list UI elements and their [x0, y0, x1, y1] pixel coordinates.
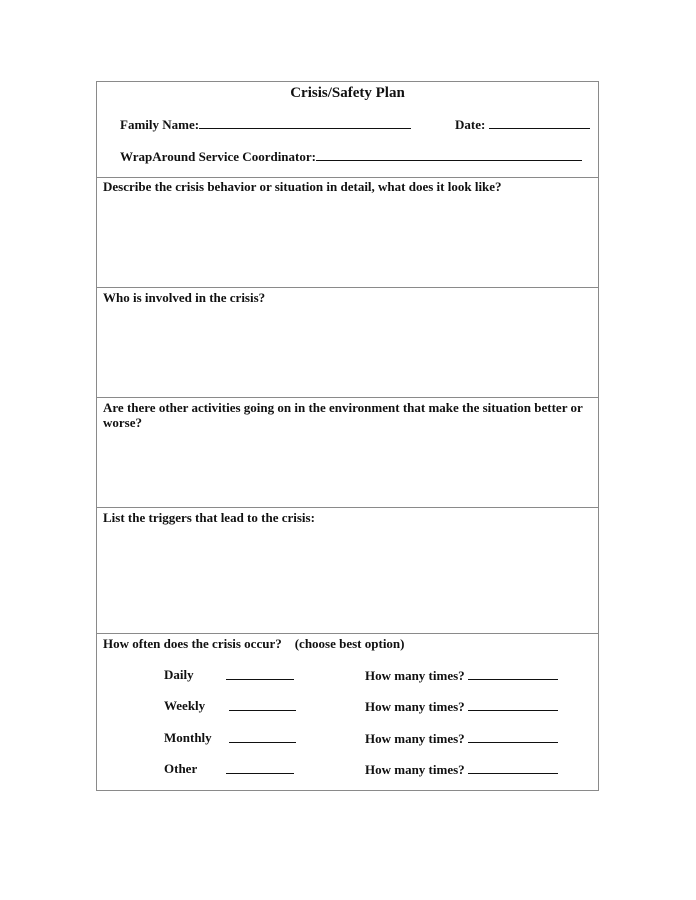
frequency-option-label: Other	[164, 761, 198, 776]
section-frequency	[97, 634, 598, 790]
frequency-option-other	[164, 761, 197, 777]
question-frequency: How often does the crisis occur?	[103, 636, 282, 651]
question-environment: Are there other activities going on in the environment that make the situation better or worse?	[103, 400, 583, 430]
how-many-label: How many times?	[365, 668, 465, 683]
how-many-other	[365, 761, 558, 778]
how-many-other-field[interactable]	[468, 761, 558, 774]
section-who-involved[interactable]	[97, 288, 598, 398]
family-name-label: Family Name:	[120, 117, 200, 132]
frequency-option-daily	[164, 667, 194, 683]
frequency-option-weekly	[164, 698, 205, 714]
frequency-option-monthly	[164, 730, 212, 746]
question-who-involved: Who is involved in the crisis?	[103, 290, 266, 305]
section-triggers[interactable]	[97, 508, 598, 634]
how-many-label: How many times?	[365, 731, 465, 746]
frequency-option-label: Monthly	[164, 730, 212, 745]
section-environment[interactable]	[97, 398, 598, 508]
date-field[interactable]	[489, 116, 590, 129]
how-many-daily	[365, 667, 558, 684]
crisis-safety-plan-form	[96, 81, 599, 791]
frequency-daily-field[interactable]	[226, 667, 294, 680]
how-many-label: How many times?	[365, 762, 465, 777]
form-title: Crisis/Safety Plan	[290, 85, 405, 101]
family-name-line	[120, 116, 411, 133]
question-triggers: List the triggers that lead to the crisis:	[103, 510, 315, 525]
coordinator-field[interactable]	[316, 148, 582, 161]
frequency-hint: (choose best option)	[294, 636, 405, 651]
how-many-weekly-field[interactable]	[468, 698, 558, 711]
frequency-other-field[interactable]	[226, 761, 294, 774]
how-many-monthly	[365, 730, 558, 747]
date-line	[455, 116, 590, 133]
coordinator-label: WrapAround Service Coordinator:	[120, 149, 316, 164]
how-many-monthly-field[interactable]	[468, 730, 558, 743]
how-many-weekly	[365, 698, 558, 715]
how-many-label: How many times?	[365, 699, 465, 714]
frequency-monthly-field[interactable]	[229, 730, 296, 743]
date-label: Date:	[455, 117, 486, 132]
question-frequency-line	[103, 636, 592, 651]
question-crisis-behavior: Describe the crisis behavior or situation in detail, what does it look like?	[103, 179, 502, 194]
family-name-field[interactable]	[199, 116, 411, 129]
coordinator-line	[120, 148, 582, 165]
form-header	[97, 82, 598, 178]
how-many-daily-field[interactable]	[468, 667, 558, 680]
section-crisis-behavior[interactable]	[97, 177, 598, 288]
frequency-option-label: Weekly	[164, 698, 206, 713]
frequency-option-label: Daily	[164, 667, 194, 682]
frequency-weekly-field[interactable]	[229, 698, 296, 711]
